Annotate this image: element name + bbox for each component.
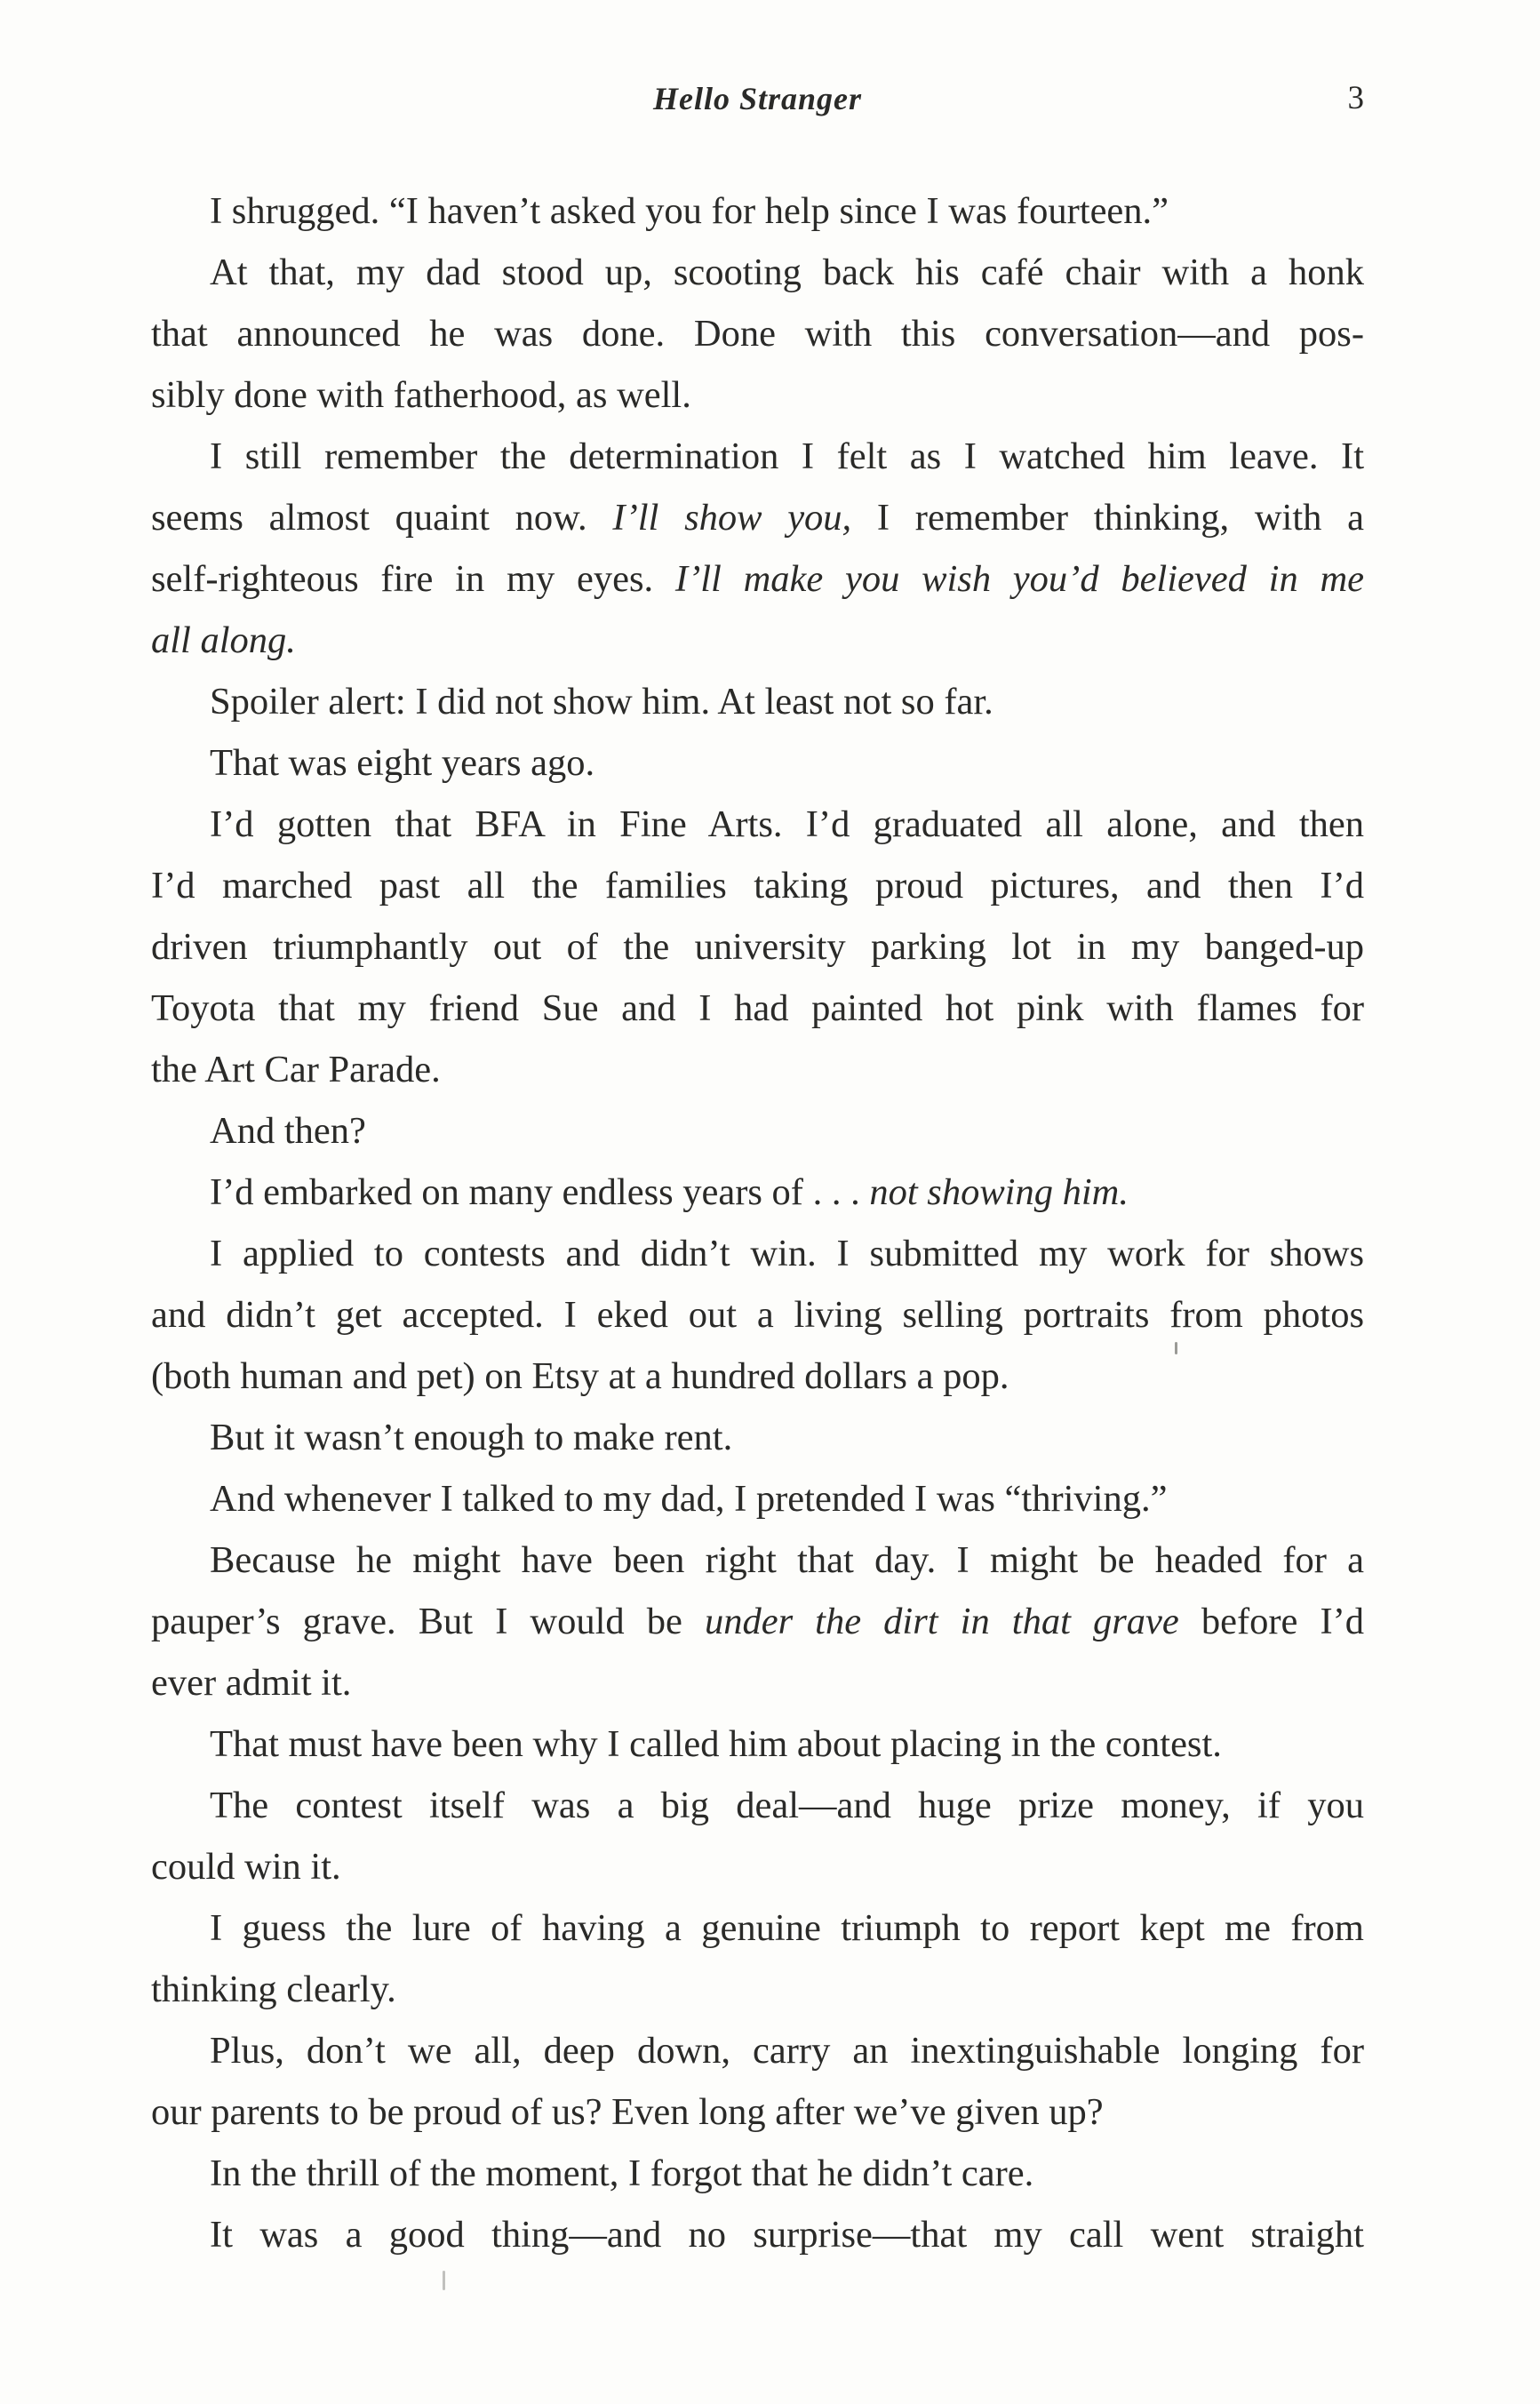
text-line: That must have been why I called him about placing in the contest. bbox=[210, 1723, 1222, 1765]
text-line: Toyota that my friend Sue and I had painted hot pink with flames for bbox=[151, 987, 1364, 1029]
text-line: And then? bbox=[210, 1110, 366, 1152]
text-line: And whenever I talked to my dad, I pretended I was “thriving.” bbox=[210, 1478, 1168, 1520]
text-line: all along. bbox=[151, 619, 296, 661]
paragraph bbox=[151, 1407, 1364, 1468]
paragraph bbox=[151, 1529, 1364, 1713]
text-line: But it wasn’t enough to make rent. bbox=[210, 1417, 733, 1458]
text-line: ever admit it. bbox=[151, 1662, 352, 1704]
scan-speck bbox=[443, 2271, 445, 2290]
page-number: 3 bbox=[1347, 80, 1364, 116]
text-line: seems almost quaint now. I’ll show you, I remember thinking, with a bbox=[151, 497, 1364, 539]
text-line: driven triumphantly out of the university parking lot in my banged-up bbox=[151, 926, 1364, 968]
text-line: I’d marched past all the families taking proud pictures, and then I’d bbox=[151, 865, 1364, 906]
running-head bbox=[151, 76, 1364, 121]
text-line: our parents to be proud of us? Even long after we’ve given up? bbox=[151, 2091, 1104, 2133]
text-line: (both human and pet) on Etsy at a hundred dollars a pop. bbox=[151, 1355, 1009, 1397]
text-line: I still remember the determination I felt as I watched him leave. It bbox=[210, 435, 1364, 477]
text-line: The contest itself was a big deal—and huge prize money, if you bbox=[210, 1785, 1364, 1826]
paragraph bbox=[151, 2204, 1364, 2265]
text-line: could win it. bbox=[151, 1846, 341, 1888]
text-line: In the thrill of the moment, I forgot that he didn’t care. bbox=[210, 2152, 1034, 2194]
text-line: thinking clearly. bbox=[151, 1969, 396, 2010]
paragraph bbox=[151, 671, 1364, 732]
paragraph bbox=[151, 2143, 1364, 2204]
paragraph bbox=[151, 2020, 1364, 2143]
text-line: self-righteous fire in my eyes. I’ll make you wish you’d believed in me bbox=[151, 558, 1364, 600]
text-line: I guess the lure of having a genuine triumph to report kept me from bbox=[210, 1907, 1364, 1949]
text-line: I’d embarked on many endless years of . . . not showing him. bbox=[210, 1171, 1129, 1213]
text-line: At that, my dad stood up, scooting back his café chair with a honk bbox=[210, 252, 1364, 293]
text-line: I shrugged. “I haven’t asked you for help since I was fourteen.” bbox=[210, 190, 1169, 232]
paragraph bbox=[151, 1100, 1364, 1162]
paragraph bbox=[151, 242, 1364, 426]
scan-speck bbox=[1175, 1342, 1177, 1354]
text-line: Plus, don’t we all, deep down, carry an inextinguishable longing for bbox=[210, 2030, 1364, 2072]
paragraph bbox=[151, 1223, 1364, 1407]
text-line: that announced he was done. Done with this conversation—and pos- bbox=[151, 313, 1364, 355]
paragraph bbox=[151, 1713, 1364, 1775]
book-title: Hello Stranger bbox=[652, 81, 863, 116]
paragraph bbox=[151, 1468, 1364, 1529]
paragraph bbox=[151, 1897, 1364, 2020]
paragraph bbox=[151, 732, 1364, 794]
paragraph bbox=[151, 1775, 1364, 1897]
text-line: Spoiler alert: I did not show him. At least not so far. bbox=[210, 681, 993, 723]
text-line: pauper’s grave. But I would be under the dirt in that grave before I’d bbox=[151, 1601, 1364, 1642]
text-line: I applied to contests and didn’t win. I submitted my work for shows bbox=[210, 1233, 1364, 1274]
text-line: and didn’t get accepted. I eked out a living selling portraits from photos bbox=[151, 1294, 1364, 1336]
body-text bbox=[151, 180, 1364, 2265]
text-line: sibly done with fatherhood, as well. bbox=[151, 374, 691, 416]
text-line: That was eight years ago. bbox=[210, 742, 595, 784]
paragraph bbox=[151, 794, 1364, 1100]
paragraph bbox=[151, 426, 1364, 671]
paragraph bbox=[151, 1162, 1364, 1223]
paragraph bbox=[151, 180, 1364, 242]
text-line: the Art Car Parade. bbox=[151, 1049, 441, 1090]
text-line: I’d gotten that BFA in Fine Arts. I’d graduated all alone, and then bbox=[210, 803, 1364, 845]
text-line: It was a good thing—and no surprise—that my call went straight bbox=[210, 2214, 1364, 2256]
text-line: Because he might have been right that day. I might be headed for a bbox=[210, 1539, 1364, 1581]
